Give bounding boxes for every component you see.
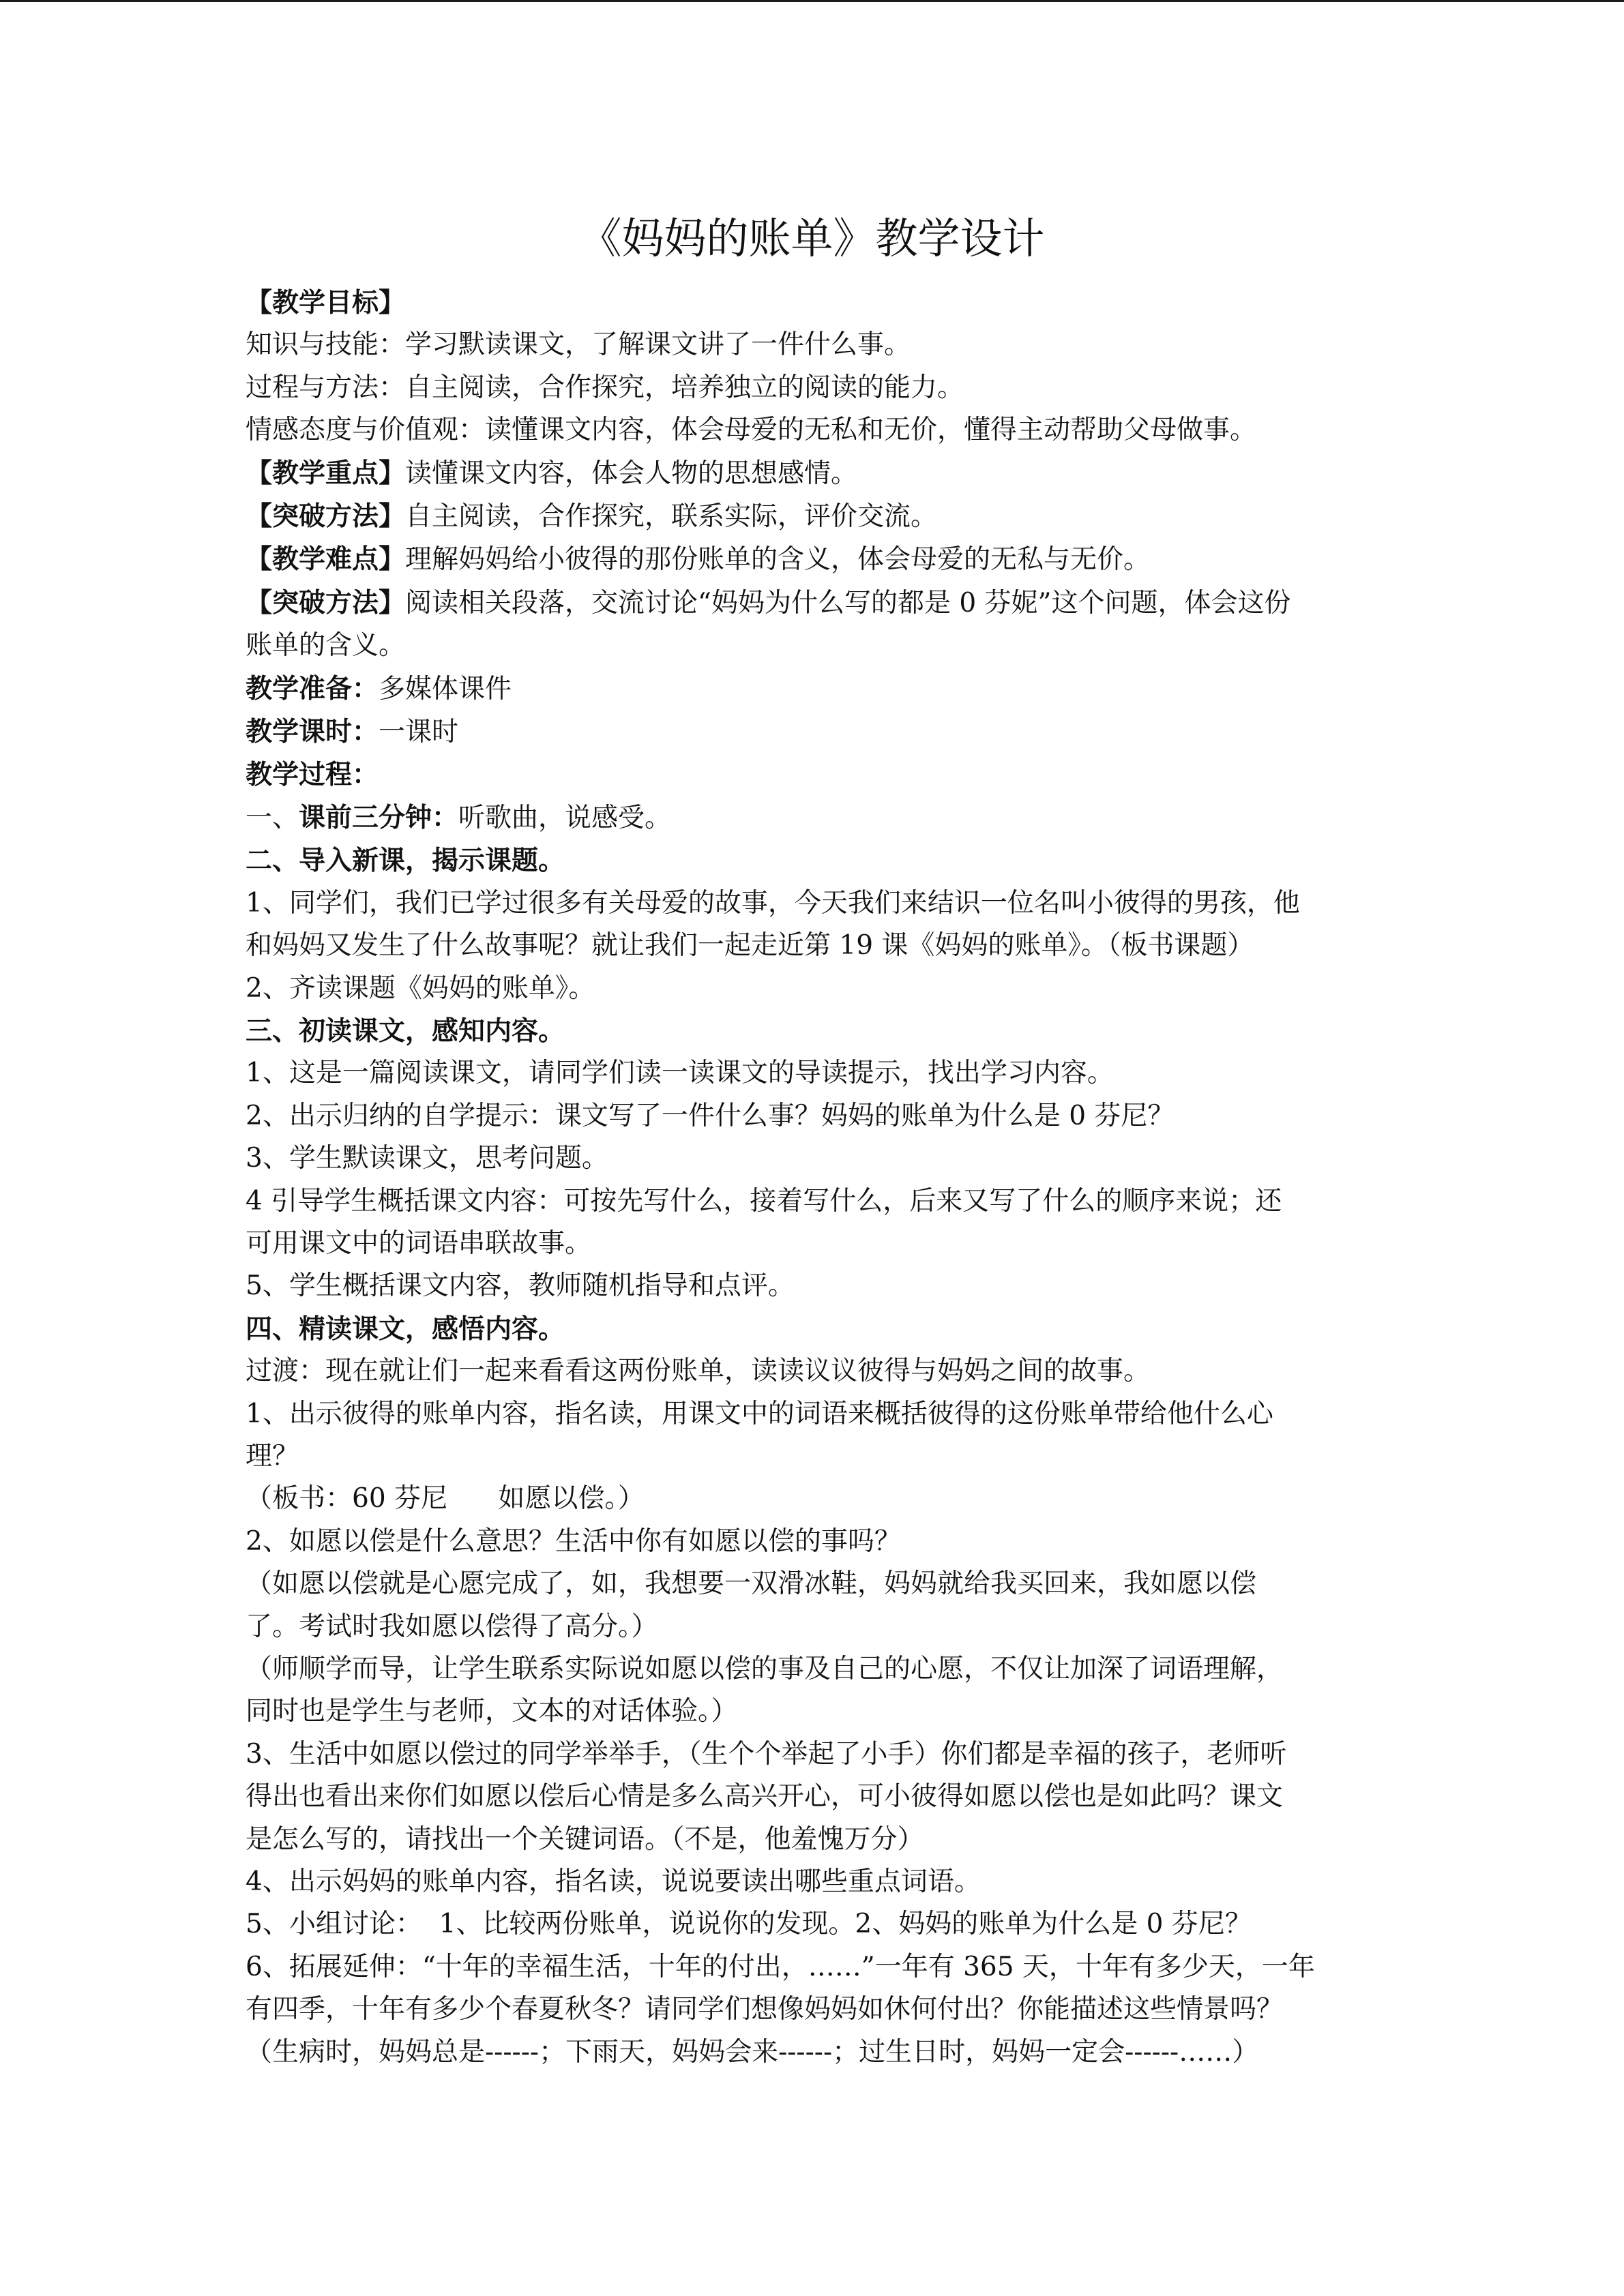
hours-text: 一课时 [379, 717, 459, 748]
section-1-line [246, 796, 1391, 839]
section-2-item-2: 2、齐读课题《妈妈的账单》。 [246, 972, 595, 1004]
section-4-item-2-note: （师顺学而导，让学生联系实际说如愿以偿的事及自己的心愿，不仅让加深了词语理解， [246, 1654, 1284, 1684]
section-3-item-5: 5、学生概括课文内容，教师随机指导和点评。 [246, 1270, 795, 1302]
section-3-item-2: 2、出示归纳的自学提示：课文写了一件什么事？妈妈的账单为什么是 0 芬尼？ [246, 1100, 1175, 1131]
section-4-item-6-cont-2: （生病时，妈妈总是------；下雨天，妈妈会来------；过生日时，妈妈一定会------……） [246, 2036, 1259, 2068]
difficulty-label: 【教学难点】 [246, 543, 406, 576]
section-3-item-4: 4 引导学生概括课文内容：可按先写什么，接着写什么，后来又写了什么的顺序来说；还 [246, 1185, 1282, 1217]
section-1-prefix: 一、 [246, 802, 299, 833]
section-4-item-6: 6、拓展延伸：“十年的幸福生活，十年的付出，……”一年有 365 天，十年有多少天，一年 [246, 1951, 1315, 1982]
section-3-item-4-cont: 可用课文中的词语串联故事。 [246, 1227, 592, 1259]
document-title: 《妈妈的账单》教学设计 [579, 213, 1045, 263]
hours-label: 教学课时： [246, 716, 379, 748]
difficulty-method-line-2: 账单的含义。 [246, 630, 406, 661]
goals-heading: 【教学目标】 [246, 287, 406, 318]
section-1-bold: 课前三分钟： [299, 801, 459, 833]
difficulty-text: 理解妈妈给小彼得的那份账单的含义，体会母爱的无私与无价。 [405, 544, 1151, 576]
prep-line [246, 668, 1391, 711]
section-3-item-3: 3、学生默读课文，思考问题。 [246, 1143, 608, 1174]
section-4-item-3: 3、生活中如愿以偿过的同学举举手，（生个个举起了小手）你们都是幸福的孩子，老师听 [246, 1738, 1287, 1770]
section-4-transition: 过渡：现在就让们一起来看看这两份账单，读读议议彼得与妈妈之间的故事。 [246, 1356, 1151, 1387]
section-3-item-1: 1、这是一篇阅读课文，请同学们读一读课文的导读提示，找出学习内容。 [246, 1058, 1114, 1089]
key-point-label: 【教学重点】 [246, 457, 406, 489]
document-body [246, 282, 1391, 2074]
difficulty-method-label: 【突破方法】 [246, 586, 406, 618]
section-4-item-2-answer-cont: 了。考试时我如愿以偿得了高分。） [246, 1611, 658, 1642]
goal-emotion: 情感态度与价值观：读懂课文内容，体会母爱的无私和无价，懂得主动帮助父母做事。 [246, 415, 1257, 446]
page-top-border [0, 0, 1624, 2]
goal-knowledge: 知识与技能：学习默读课文，了解课文讲了一件什么事。 [246, 329, 911, 361]
section-4-item-1: 1、出示彼得的账单内容，指名读，用课文中的词语来概括彼得的这份账单带给他什么心 [246, 1398, 1273, 1429]
key-method-line [246, 495, 1391, 538]
section-3-heading: 三、初读课文，感知内容。 [246, 1015, 565, 1047]
section-1-text: 听歌曲，说感受。 [458, 802, 672, 833]
section-2-heading: 二、导入新课，揭示课题。 [246, 845, 565, 877]
key-method-label: 【突破方法】 [246, 501, 406, 533]
section-4-item-4: 4、出示妈妈的账单内容，指名读，说说要读出哪些重点词语。 [246, 1866, 981, 1898]
key-method-text: 自主阅读，合作探究，联系实际，评价交流。 [405, 501, 938, 533]
section-4-item-1-cont: 理？ [246, 1440, 299, 1472]
hours-line [246, 711, 1391, 754]
section-4-item-2-note-cont: 同时也是学生与老师，文本的对话体验。） [246, 1696, 738, 1727]
goal-process: 过程与方法：自主阅读，合作探究，培养独立的阅读的能力。 [246, 372, 964, 403]
section-4-item-2: 2、如愿以偿是什么意思？生活中你有如愿以偿的事吗？ [246, 1525, 901, 1557]
prep-label: 教学准备： [246, 672, 379, 704]
difficulty-method-text: 阅读相关段落，交流讨论“妈妈为什么写的都是 0 芬妮”这个问题，体会这份 [405, 587, 1291, 618]
section-4-item-3-cont: 得出也看出来你们如愿以偿后心情是多么高兴开心，可小彼得如愿以偿也是如此吗？课文 [246, 1781, 1284, 1813]
section-4-board: （板书：60 芬尼 如愿以偿。） [246, 1483, 645, 1515]
key-point-line [246, 452, 1391, 495]
section-4-item-5: 5、小组讨论： 1、比较两份账单，说说你的发现。2、妈妈的账单为什么是 0 芬尼？ [246, 1909, 1252, 1940]
process-heading: 教学过程： [246, 759, 379, 791]
difficulty-method-line [246, 582, 1391, 625]
difficulty-line [246, 538, 1391, 581]
section-2-item-1-cont: 和妈妈又发生了什么故事呢？就让我们一起走近第 19 课《妈妈的账单》。（板书课题） [246, 930, 1254, 961]
section-4-item-3-cont-2: 是怎么写的，请找出一个关键词语。（不是，他羞愧万分） [246, 1823, 924, 1855]
section-2-item-1: 1、同学们，我们已学过很多有关母爱的故事，今天我们来结识一位名叫小彼得的男孩，他 [246, 887, 1300, 919]
section-4-heading: 四、精读课文，感悟内容。 [246, 1313, 565, 1345]
prep-text: 多媒体课件 [379, 673, 512, 704]
section-4-item-6-cont: 有四季，十年有多少个春夏秋冬？请同学们想像妈妈如休何付出？你能描述这些情景吗？ [246, 1994, 1284, 2025]
section-4-item-2-answer: （如愿以偿就是心愿完成了，如，我想要一双滑冰鞋，妈妈就给我买回来，我如愿以偿 [246, 1568, 1257, 1600]
key-point-text: 读懂课文内容，体会人物的思想感情。 [405, 458, 858, 489]
